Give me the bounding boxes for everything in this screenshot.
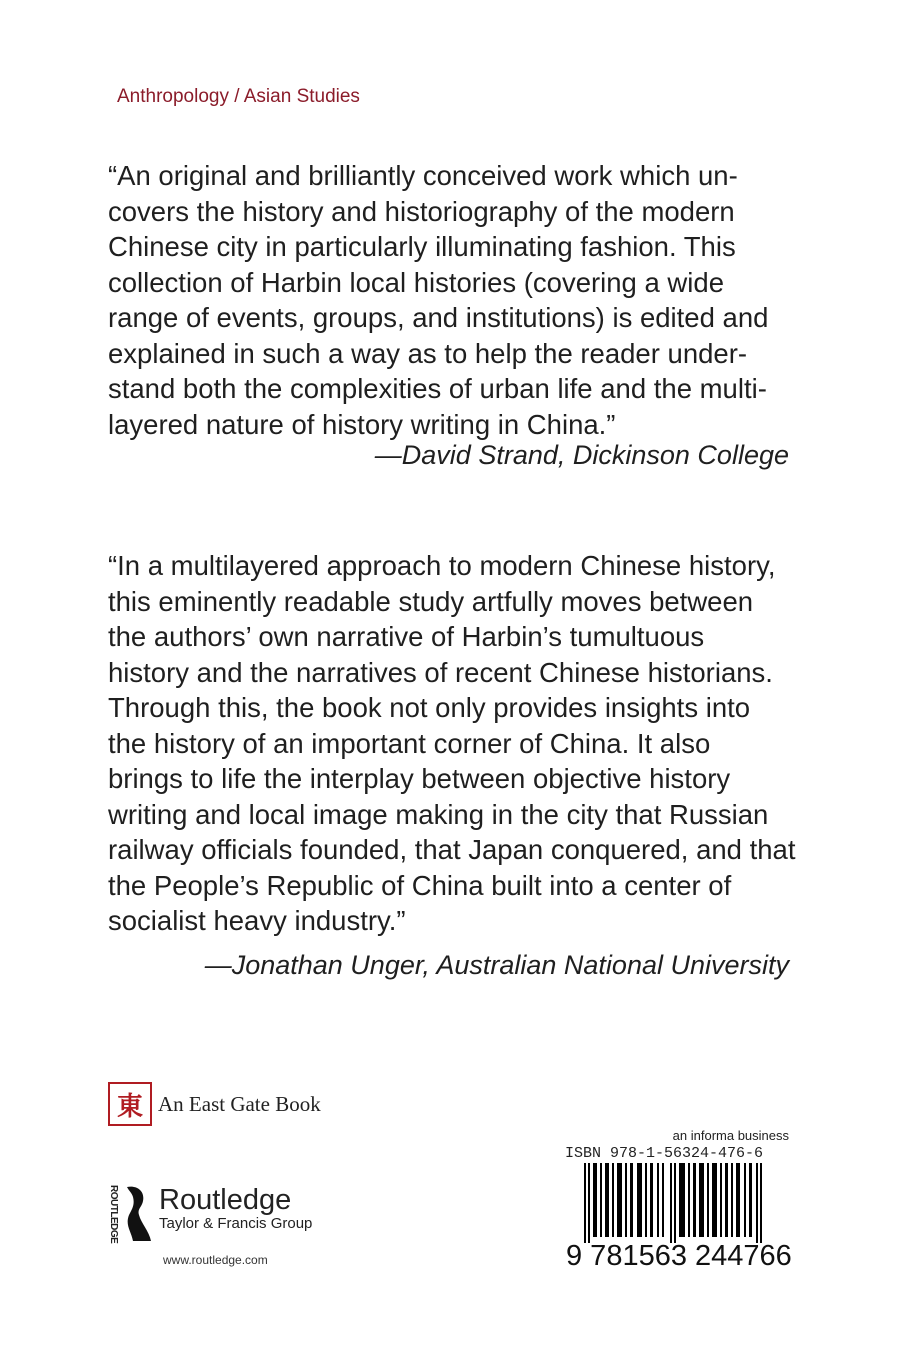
quote-line: this eminently readable study artfully moves between [108,585,754,617]
east-gate-label: An East Gate Book [158,1091,321,1116]
quote-line: collection of Harbin local histories (covering a wide [108,266,724,298]
quote-line: history and the narratives of recent Chinese historians. [108,656,773,688]
routledge-head-icon [123,1185,153,1243]
quote-2 [108,548,798,939]
quote-line: “In a multilayered approach to modern Chinese history, [108,550,776,581]
quote-2-attribution: —Jonathan Unger, Australian National University [204,950,789,980]
quote-line: the authors’ own narrative of Harbin’s tumultuous [108,621,705,652]
quote-line: the People’s Republic of China built into a center of [108,869,732,901]
informa-tagline: an informa business [672,1128,789,1143]
quote-1 [108,158,798,442]
quote-line: covers the history and historiography of the modern [108,195,735,227]
quote-line: socialist heavy industry.” [108,905,406,936]
routledge-name: Routledge [159,1184,292,1216]
east-gate-imprint [108,1082,321,1126]
quote-line: railway officials founded, that Japan conquered, and that [108,834,796,865]
routledge-logo [108,1185,312,1243]
category-label: Anthropology / Asian Studies [117,86,360,107]
routledge-subtitle: Taylor & Francis Group [159,1215,313,1232]
east-gate-logo-icon: 東 [108,1082,152,1126]
quote-line: Chinese city in particularly illuminating fashion. This [108,231,736,262]
quote-line: writing and local image making in the city that Russian [108,798,769,830]
quote-line: Through this, the book not only provides insights into [108,692,751,723]
quote-line: layered nature of history writing in China.” [108,408,616,440]
quote-line: the history of an important corner of China. It also [108,727,711,759]
barcode-icon [584,1163,764,1251]
quote-line: stand both the complexities of urban life and the multi- [108,373,767,404]
quote-1-attribution: —David Strand, Dickinson College [374,440,789,470]
barcode-number: 9 781563 244766 [566,1240,792,1272]
quote-line: explained in such a way as to help the reader under- [108,337,748,369]
routledge-vertical-text: ROUTLEDGE [108,1185,119,1244]
quote-line: range of events, groups, and institutions) is edited and [108,302,769,333]
quote-line: brings to life the interplay between objective history [108,763,731,794]
routledge-website: www.routledge.com [163,1253,268,1267]
quote-line: “An original and brilliantly conceived work which un- [108,160,738,191]
isbn-text: ISBN 978-1-56324-476-6 [565,1145,764,1162]
